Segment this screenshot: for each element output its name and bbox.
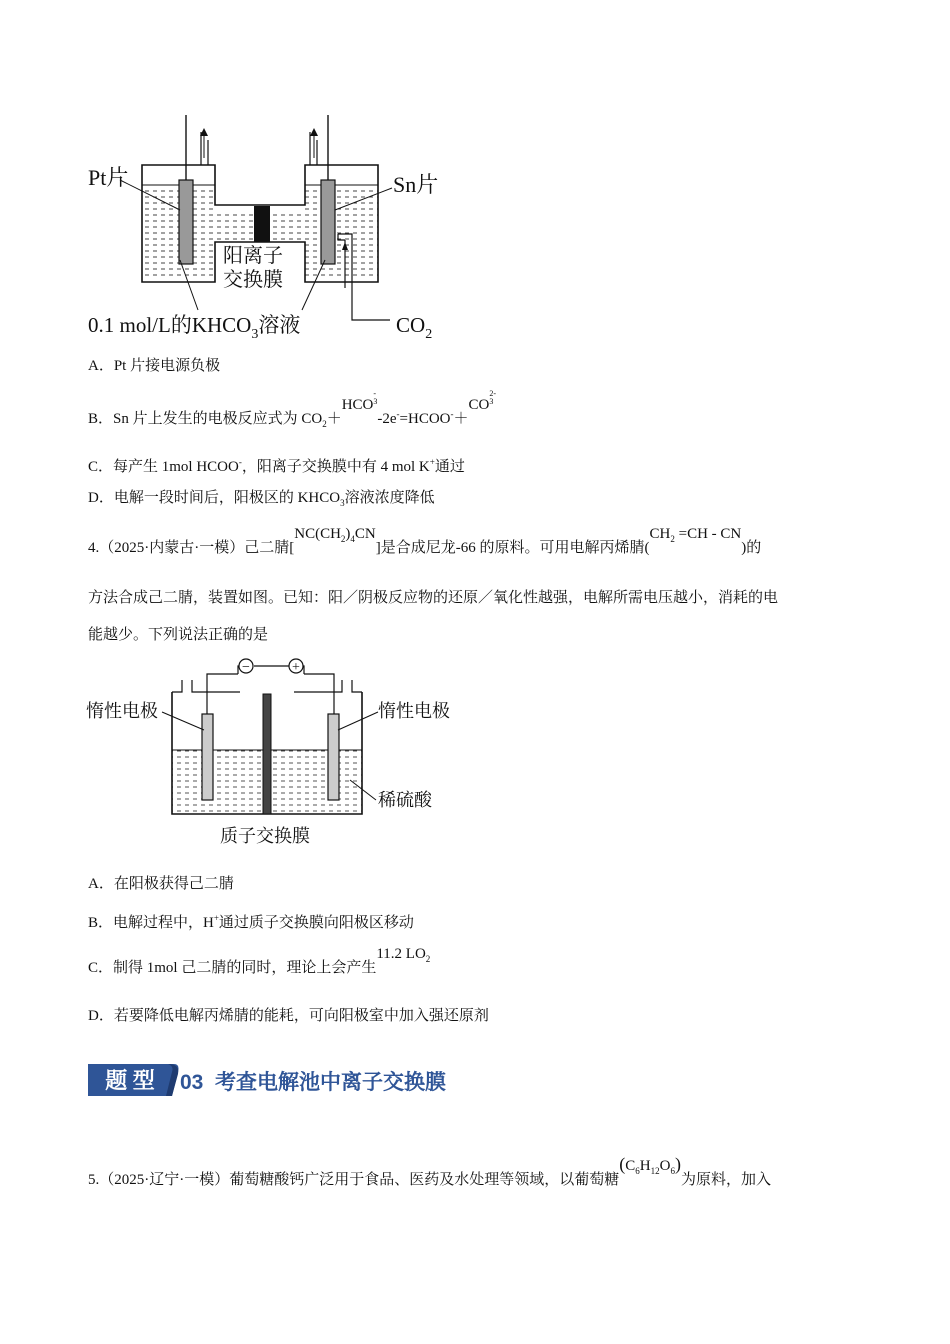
gas-outlet-right-icon bbox=[310, 128, 318, 165]
left-electrode-label: 惰性电极 bbox=[86, 701, 158, 721]
co2-label: $CO_2$ bbox=[396, 313, 433, 342]
right-inert-electrode bbox=[328, 714, 339, 800]
section-badge bbox=[88, 1060, 180, 1100]
left-inert-electrode bbox=[202, 714, 213, 800]
q4-stem-line1: 4.（2025·内蒙古·一模）己二腈$[NC(CH_2)_4CN]$是合成尼龙-66 的原料。可用电解丙烯腈$(CH_2 =CH - CN)$的 bbox=[88, 526, 762, 556]
section-badge-text: 题 型 bbox=[105, 1068, 155, 1093]
q4-option-c: C．制得 1mol 己二腈的同时，理论上会产生11.2 $LO_2$ bbox=[88, 946, 431, 976]
negative-sign: − bbox=[242, 660, 250, 675]
membrane-label: 质子交换膜 bbox=[220, 826, 310, 846]
section-title-text: 考查电解池中离子交换膜 bbox=[215, 1071, 447, 1094]
q4-option-b: B．电解过程中，H+通过质子交换膜向阳极区移动 bbox=[88, 913, 414, 931]
q4-stem-line3: 能越少。下列说法正确的是 bbox=[88, 627, 269, 643]
pt-electrode bbox=[179, 180, 193, 264]
q3-option-c: C．每产生 1mol HCOO-，阳离子交换膜中有 4 mol K+通过 bbox=[88, 457, 465, 475]
section-title bbox=[180, 1066, 446, 1096]
q4-option-a: A．在阳极获得己二腈 bbox=[88, 876, 234, 892]
membrane-label-line1: 阳离子 bbox=[223, 245, 283, 267]
q3-option-b: B．Sn 片上发生的电极反应式为 $CO_2+HCO-$ 3-2e-=HCOO-＋CO2- 3 bbox=[88, 389, 497, 429]
cation-exchange-membrane bbox=[254, 206, 270, 242]
q3-option-d: D．电解一段时间后，阳极区的 $KHCO_3$溶液浓度降低 bbox=[88, 490, 435, 508]
proton-exchange-membrane bbox=[263, 694, 271, 814]
solution-label: 0.1 mol/L的$KHCO_3$溶液 bbox=[88, 313, 301, 342]
q5-stem-line1: 5.（2025·辽宁·一模）葡萄糖酸钙广泛用于食品、医药及水处理等领域，以葡萄糖$(C_6H_{12}O_6)$为原料，加入 bbox=[88, 1154, 771, 1188]
figure-electrolysis-cell-1 bbox=[80, 110, 460, 345]
q4-stem-line2: 方法合成己二腈，装置如图。已知：阳／阴极反应物的还原／氧化性越强，电解所需电压越小，消耗的电 bbox=[88, 590, 779, 606]
q3-option-a: A．Pt 片接电源负极 bbox=[88, 358, 221, 374]
sn-electrode bbox=[321, 180, 335, 264]
membrane-label-line2: 交换膜 bbox=[223, 269, 283, 291]
pt-label: Pt片 bbox=[88, 165, 129, 190]
right-electrode-label: 惰性电极 bbox=[378, 701, 450, 721]
acid-label: 稀硫酸 bbox=[378, 790, 432, 810]
figure-electrolysis-cell-2 bbox=[80, 652, 480, 852]
q4-option-d: D．若要降低电解丙烯腈的能耗，可向阳极室中加入强还原剂 bbox=[88, 1008, 489, 1024]
positive-sign: + bbox=[292, 660, 300, 675]
section-number: 03 bbox=[180, 1071, 204, 1094]
gas-outlet-left-icon bbox=[200, 128, 208, 165]
sn-label: Sn片 bbox=[393, 172, 439, 197]
